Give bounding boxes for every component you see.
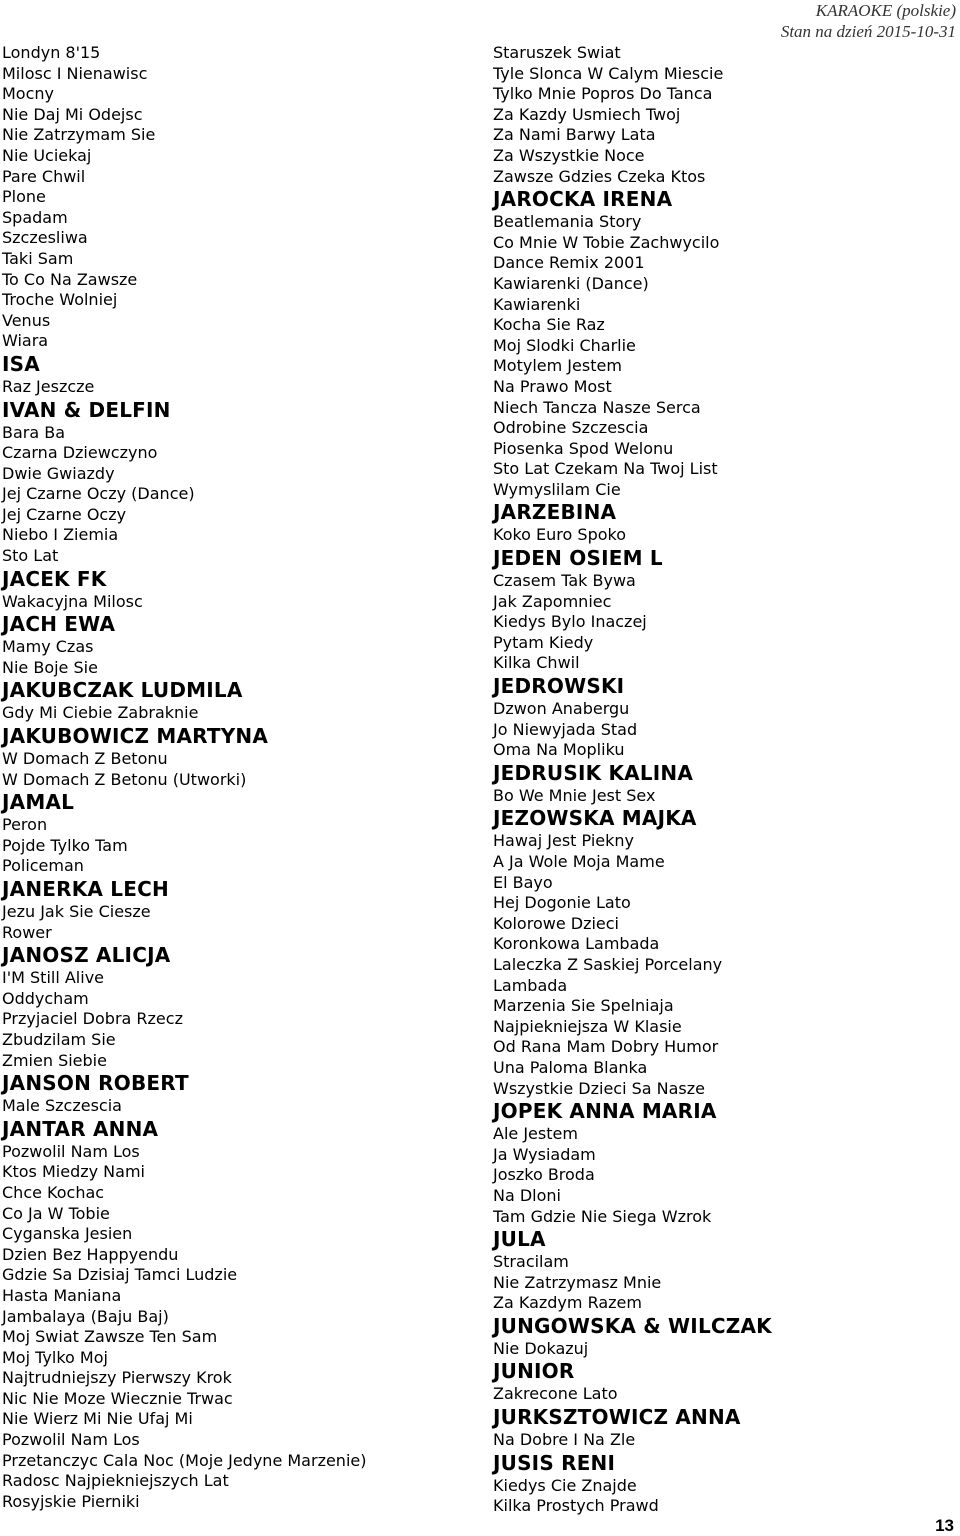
song-title: Koronkowa Lambada <box>493 934 660 954</box>
song-title: Moj Slodki Charlie <box>493 335 636 355</box>
song-title: Jej Czarne Oczy (Dance) <box>2 484 195 504</box>
song-title: Mocny <box>2 84 54 104</box>
song-title: Na Prawo Most <box>493 376 612 396</box>
song-title: Pozwolil Nam Los <box>2 1430 140 1450</box>
artist-heading: JUSIS RENI <box>493 1450 616 1475</box>
artist-heading: JANTAR ANNA <box>2 1116 159 1141</box>
song-title: Jo Niewyjada Stad <box>493 719 638 739</box>
song-title: Bara Ba <box>2 422 66 442</box>
song-title: Venus <box>2 310 51 330</box>
artist-heading: JEDROWSKI <box>493 674 625 699</box>
song-title: Przetanczyc Cala Noc (Moje Jedyne Marzenie) <box>2 1450 367 1470</box>
song-title: Co Mnie W Tobie Zachwycilo <box>493 232 720 252</box>
song-title: Raz Jeszcze <box>2 376 95 396</box>
song-title: Una Paloma Blanka <box>493 1057 648 1077</box>
song-title: Szczesliwa <box>2 228 88 248</box>
song-title: Joszko Broda <box>493 1165 595 1185</box>
song-title: El Bayo <box>493 872 553 892</box>
song-title: Stracilam <box>493 1252 569 1272</box>
artist-heading: JAROCKA IRENA <box>493 187 673 212</box>
song-title: Piosenka Spod Welonu <box>493 438 674 458</box>
song-title: Dzwon Anabergu <box>493 699 630 719</box>
song-title: Kiedys Bylo Inaczej <box>493 612 647 632</box>
song-title: Radosc Najpiekniejszych Lat <box>2 1471 229 1491</box>
song-title: Lambada <box>493 975 568 995</box>
song-title: Za Nami Barwy Lata <box>493 125 656 145</box>
artist-heading: IVAN & DELFIN <box>2 397 171 422</box>
song-title: Taki Sam <box>2 248 74 268</box>
song-title: Laleczka Z Saskiej Porcelany <box>493 954 723 974</box>
song-title: Najtrudniejszy Pierwszy Krok <box>2 1368 232 1388</box>
song-title: Kiedys Cie Znajde <box>493 1475 637 1495</box>
song-title: Bo We Mnie Jest Sex <box>493 785 656 805</box>
song-title: Od Rana Mam Dobry Humor <box>493 1037 719 1057</box>
song-title: Najpiekniejsza W Klasie <box>493 1016 682 1036</box>
song-title: Rower <box>2 922 52 942</box>
song-title: Nie Zatrzymasz Mnie <box>493 1272 662 1292</box>
song-title: Nie Uciekaj <box>2 145 92 165</box>
song-title: Czasem Tak Bywa <box>493 571 636 591</box>
artist-heading: JEDRUSIK KALINA <box>493 760 694 785</box>
artist-heading: JAKUBCZAK LUDMILA <box>2 678 243 703</box>
artist-heading: JULA <box>493 1227 546 1252</box>
song-title: Kilka Chwil <box>493 653 580 673</box>
artist-heading: JUNGOWSKA & WILCZAK <box>493 1313 772 1338</box>
song-title: Nic Nie Moze Wiecznie Trwac <box>2 1388 233 1408</box>
song-title: Cyganska Jesien <box>2 1224 133 1244</box>
song-title: Co Ja W Tobie <box>2 1203 110 1223</box>
song-title: Sto Lat Czekam Na Twoj List <box>493 459 718 479</box>
song-title: Pytam Kiedy <box>493 632 594 652</box>
song-title: Nie Daj Mi Odejsc <box>2 104 143 124</box>
song-title: Wakacyjna Milosc <box>2 591 143 611</box>
song-title: Tam Gdzie Nie Siega Wzrok <box>493 1206 712 1226</box>
song-title: Milosc I Nienawisc <box>2 63 148 83</box>
artist-heading: JANERKA LECH <box>2 877 169 901</box>
song-title: Wszystkie Dzieci Sa Nasze <box>493 1078 706 1098</box>
song-title: Oma Na Mopliku <box>493 740 625 760</box>
song-title: Hej Dogonie Lato <box>493 893 631 913</box>
song-title: Sto Lat <box>2 546 59 566</box>
song-title: Koko Euro Spoko <box>493 525 626 545</box>
song-title: Niebo I Ziemia <box>2 525 119 545</box>
song-title: Wymyslilam Cie <box>493 479 621 499</box>
artist-heading: JURKSZTOWICZ ANNA <box>493 1405 741 1430</box>
song-title: Moj Swiat Zawsze Ten Sam <box>2 1327 218 1347</box>
catalog-date: Stan na dzień 2015-10-31 <box>780 22 956 41</box>
song-title: Dance Remix 2001 <box>493 253 645 273</box>
song-title: Kocha Sie Raz <box>493 315 605 335</box>
song-title: Kawiarenki <box>493 294 581 314</box>
song-title: Pojde Tylko Tam <box>2 835 128 855</box>
song-title: Kolorowe Dzieci <box>493 913 619 933</box>
artist-heading: JANOSZ ALICJA <box>2 943 171 968</box>
song-title: Ktos Miedzy Nami <box>2 1162 145 1182</box>
song-title: Motylem Jestem <box>493 356 622 376</box>
song-title: Zakrecone Lato <box>493 1384 618 1404</box>
song-title: Marzenia Sie Spelniaja <box>493 996 674 1016</box>
song-title: Jak Zapomniec <box>493 591 612 611</box>
song-title: Pare Chwil <box>2 166 86 186</box>
song-title: Gdy Mi Ciebie Zabraknie <box>2 703 199 723</box>
song-title: Na Dobre I Na Zle <box>493 1430 636 1450</box>
song-title: I'M Still Alive <box>2 968 105 988</box>
song-title: A Ja Wole Moja Mame <box>493 852 665 871</box>
artist-heading: JOPEK ANNA MARIA <box>493 1099 717 1124</box>
artist-heading: JEDEN OSIEM L <box>493 546 663 571</box>
song-title: Tylko Mnie Popros Do Tanca <box>493 84 713 104</box>
left-column <box>2 43 472 1512</box>
song-title: Kawiarenki (Dance) <box>493 273 649 293</box>
song-title: Troche Wolniej <box>2 290 118 310</box>
song-title: Kilka Prostych Prawd <box>493 1496 659 1516</box>
song-title: Hasta Maniana <box>2 1285 122 1305</box>
song-title: Rosyjskie Pierniki <box>2 1491 140 1511</box>
song-title: Ale Jestem <box>493 1124 578 1144</box>
artist-heading: JACEK FK <box>2 566 107 591</box>
page-number: 13 <box>935 1516 954 1535</box>
song-title: Tyle Slonca W Calym Miescie <box>493 63 724 83</box>
song-title: Mamy Czas <box>2 637 94 657</box>
right-column <box>493 43 958 1517</box>
song-title: Jambalaya (Baju Baj) <box>2 1306 169 1326</box>
artist-heading: JUNIOR <box>493 1359 575 1384</box>
song-title: Chce Kochac <box>2 1182 105 1202</box>
song-title: Oddycham <box>2 988 89 1008</box>
song-title: Wiara <box>2 331 49 351</box>
song-title: Niech Tancza Nasze Serca <box>493 397 701 417</box>
song-title: Male Szczescia <box>2 1096 122 1116</box>
song-title: Odrobine Szczescia <box>493 418 649 438</box>
song-title: Jej Czarne Oczy <box>2 504 127 524</box>
song-title: Zawsze Gdzies Czeka Ktos <box>493 166 706 186</box>
song-title: Na Dloni <box>493 1185 561 1205</box>
song-title: Ja Wysiadam <box>493 1144 596 1164</box>
song-title: Nie Dokazuj <box>493 1338 589 1358</box>
artist-heading: JANSON ROBERT <box>2 1071 189 1096</box>
page-header <box>781 0 956 42</box>
song-title: Moj Tylko Moj <box>2 1347 108 1367</box>
song-title: W Domach Z Betonu (Utworki) <box>2 769 247 789</box>
song-title: Zmien Siebie <box>2 1050 107 1070</box>
song-title: Jezu Jak Sie Ciesze <box>2 902 151 921</box>
artist-heading: ISA <box>2 351 40 376</box>
song-title: Nie Zatrzymam Sie <box>2 125 156 145</box>
artist-heading: JAKUBOWICZ MARTYNA <box>2 724 269 749</box>
song-title: Beatlemania Story <box>493 212 642 232</box>
song-title: Peron <box>2 815 48 835</box>
song-title: Zbudzilam Sie <box>2 1029 116 1049</box>
song-title: To Co Na Zawsze <box>2 269 138 289</box>
song-title: Przyjaciel Dobra Rzecz <box>2 1009 183 1029</box>
song-title: Dwie Gwiazdy <box>2 463 115 483</box>
song-title: Gdzie Sa Dzisiaj Tamci Ludzie <box>2 1265 238 1285</box>
song-title: Pozwolil Nam Los <box>2 1141 140 1161</box>
song-title: Policeman <box>2 856 84 876</box>
song-title: Za Wszystkie Noce <box>493 145 645 165</box>
song-title: Za Kazdy Usmiech Twoj <box>493 104 681 124</box>
song-title: Staruszek Swiat <box>493 43 621 62</box>
artist-heading: JEZOWSKA MAJKA <box>493 806 697 831</box>
song-title: Nie Boje Sie <box>2 657 98 677</box>
song-title: Dzien Bez Happyendu <box>2 1244 179 1264</box>
song-title: Nie Wierz Mi Nie Ufaj Mi <box>2 1409 193 1429</box>
artist-heading: JACH EWA <box>2 612 116 637</box>
artist-heading: JARZEBINA <box>493 500 617 525</box>
song-title: Hawaj Jest Piekny <box>493 831 634 851</box>
song-title: Czarna Dziewczyno <box>2 443 158 463</box>
song-title: Spadam <box>2 207 68 227</box>
song-title: Plone <box>2 187 46 207</box>
song-title: Za Kazdym Razem <box>493 1293 642 1313</box>
song-title: W Domach Z Betonu <box>2 749 168 769</box>
catalog-title: KARAOKE (polskie) <box>815 1 956 20</box>
song-title: Londyn 8'15 <box>2 43 101 62</box>
artist-heading: JAMAL <box>2 790 75 815</box>
